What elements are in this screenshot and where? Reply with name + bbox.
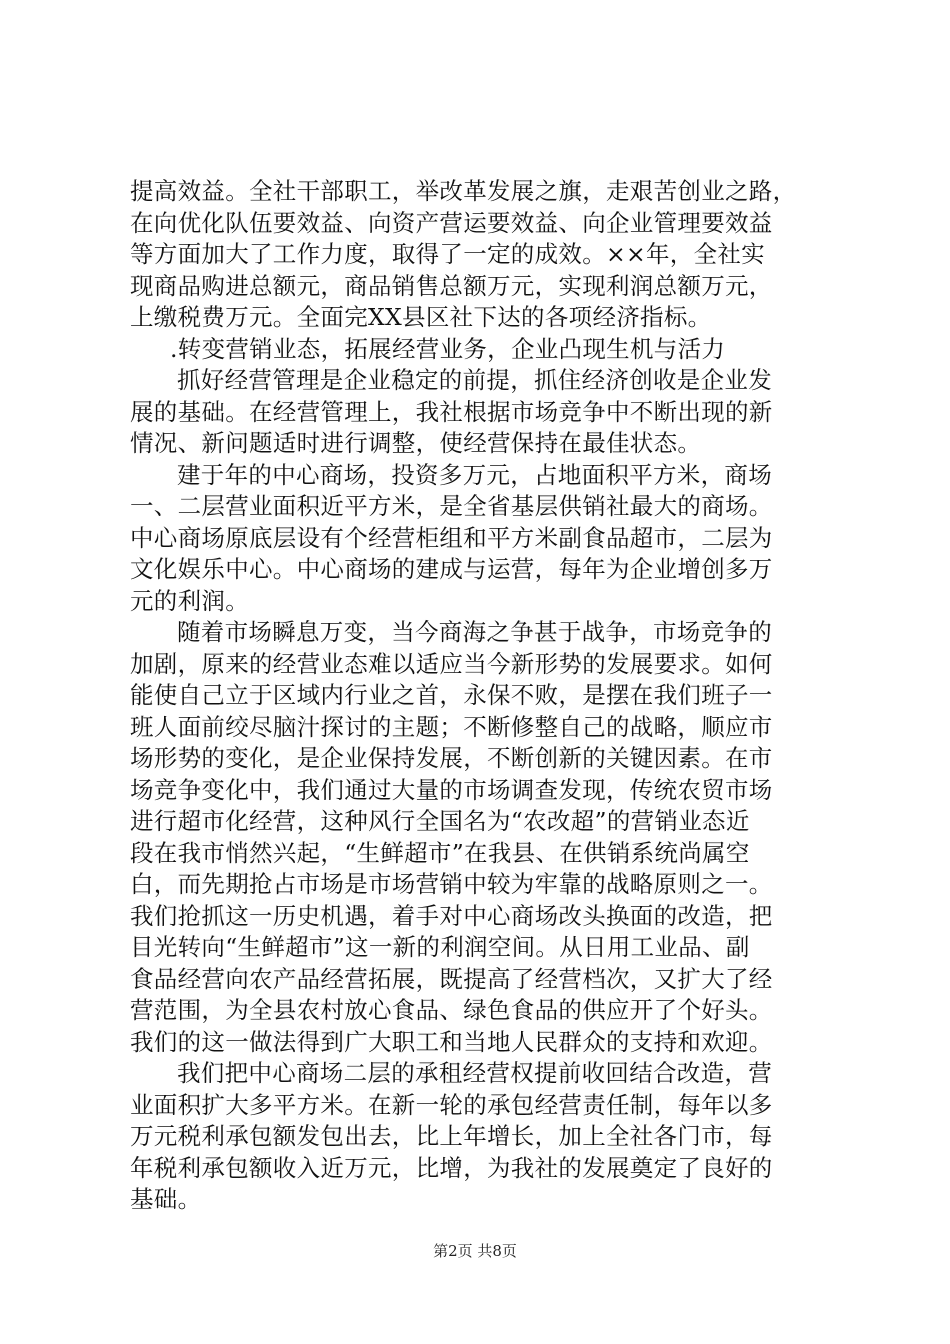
- text-line: 中心商场原底层设有个经营柜组和平方米副食品超市，二层为: [130, 523, 773, 552]
- text-line: 抓好经营管理是企业稳定的前提，抓住经济创收是企业发: [177, 366, 772, 394]
- page-number: 第2页 共8页: [433, 1242, 517, 1260]
- text-line: 现商品购进总额元，商品销售总额万元，实现利润总额万元，: [130, 271, 773, 300]
- text-line: 目光转向“生鲜超市”这一新的利润空间。从日用工业品、副: [130, 933, 750, 961]
- text-line: 我们的这一做法得到广大职工和当地人民群众的支持和欢迎。: [130, 1027, 773, 1056]
- text-line: 进行超市化经营，这种风行全国名为“农改超”的营销业态近: [130, 807, 750, 835]
- text-line: 展的基础。在经营管理上，我社根据市场竞争中不断出现的新: [130, 397, 773, 426]
- text-line: 我们把中心商场二层的承租经营权提前收回结合改造，营: [177, 1059, 772, 1087]
- text-line: 建于年的中心商场，投资多万元，占地面积平方米，商场: [177, 460, 772, 489]
- text-line: 万元税利承包额发包出去，比上年增长，加上全社各门市，每: [130, 1122, 773, 1150]
- text-line: 场竞争变化中，我们通过大量的市场调查发现，传统农贸市场: [130, 775, 773, 804]
- text-line: 我们抢抓这一历史机遇，着手对中心商场改头换面的改造，把: [130, 901, 773, 930]
- page-footer: [0, 1241, 950, 1261]
- text-line: 食品经营向农产品经营拓展，既提高了经营档次，又扩大了经: [130, 964, 773, 993]
- text-line: 文化娱乐中心。中心商场的建成与运营，每年为企业增创多万: [130, 555, 773, 583]
- text-line: 等方面加大了工作力度，取得了一定的成效。××年，全社实: [130, 240, 765, 268]
- text-line: 上缴税费万元。全面完XX县区社下达的各项经济指标。: [130, 303, 712, 331]
- text-line: 一、二层营业面积近平方米，是全省基层供销社最大的商场。: [130, 492, 773, 520]
- text-line: 段在我市悄然兴起，“生鲜超市”在我县、在供销系统尚属空: [130, 838, 750, 867]
- text-line: 场形势的变化，是企业保持发展，不断创新的关键因素。在市: [130, 744, 773, 772]
- text-line: 元的利润。: [130, 586, 249, 615]
- text-line: 营范围，为全县农村放心食品、绿色食品的供应开了个好头。: [130, 996, 773, 1024]
- text-line: 年税利承包额收入近万元，比增，为我社的发展奠定了良好的: [130, 1153, 773, 1182]
- text-line: 白，而先期抢占市场是市场营销中较为牢靠的战略原则之一。: [130, 870, 773, 898]
- text-line: 情况、新问题适时进行调整，使经营保持在最佳状态。: [130, 429, 702, 457]
- text-line: 随着市场瞬息万变，当今商海之争甚于战争，市场竞争的: [177, 618, 772, 646]
- text-line: 业面积扩大多平方米。在新一轮的承包经营责任制，每年以多: [130, 1090, 773, 1119]
- document-body: [130, 176, 830, 1216]
- text-line: 加剧，原来的经营业态难以适应当今新形势的发展要求。如何: [130, 649, 773, 678]
- text-line: 班人面前绞尽脑汁探讨的主题；不断修整自己的战略，顺应市: [130, 712, 773, 741]
- text-line: 在向优化队伍要效益、向资产营运要效益、向企业管理要效益: [130, 208, 773, 237]
- text-line: 提高效益。全社干部职工，举改革发展之旗，走艰苦创业之路，: [130, 177, 797, 205]
- section-heading: .转变营销业态，拓展经营业务，企业凸现生机与活力: [170, 334, 726, 363]
- text-line: 能使自己立于区域内行业之首，永保不败，是摆在我们班子一: [130, 681, 773, 709]
- text-line: 基础。: [130, 1185, 202, 1213]
